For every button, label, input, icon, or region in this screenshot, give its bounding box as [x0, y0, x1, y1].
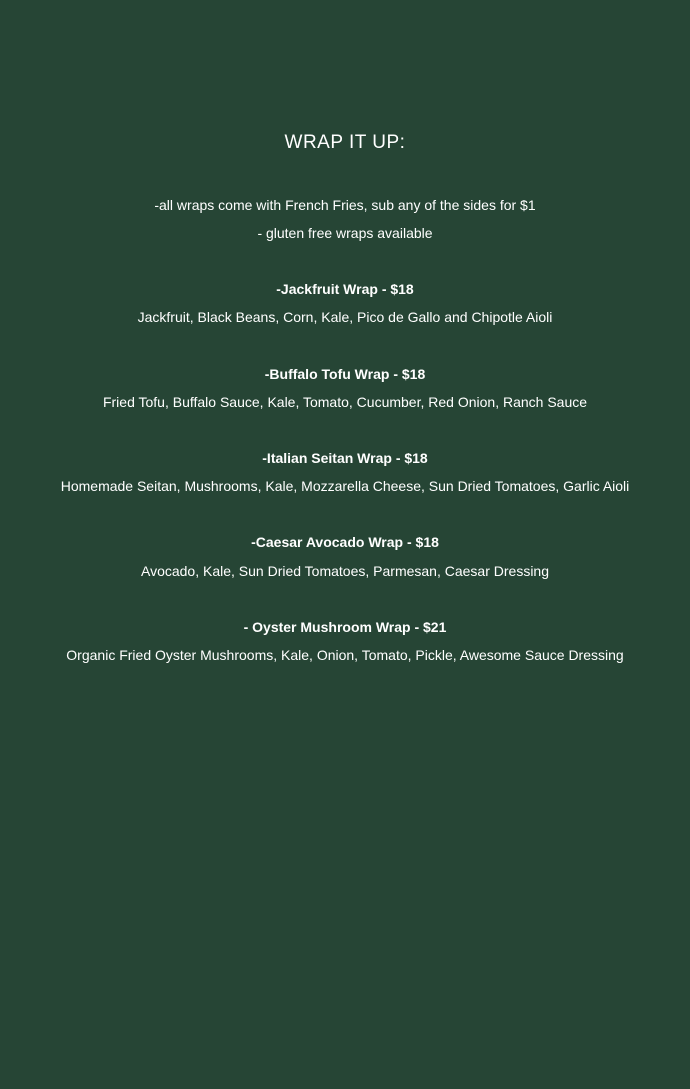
menu-item-desc-caesar-avocado: Avocado, Kale, Sun Dried Tomatoes, Parmesan, Caesar Dressing: [140, 563, 550, 579]
menu-item-desc-oyster-mushroom: Organic Fried Oyster Mushrooms, Kale, Onion, Tomato, Pickle, Awesome Sauce Dressing: [66, 647, 624, 663]
menu-note-gluten-free: - gluten free wraps available: [257, 225, 433, 241]
menu-item-name-jackfruit: -Jackfruit Wrap - $18: [276, 281, 414, 297]
menu-item-name-italian-seitan: -Italian Seitan Wrap - $18: [262, 450, 428, 466]
menu-item-desc-buffalo-tofu: Fried Tofu, Buffalo Sauce, Kale, Tomato, Cucumber, Red Onion, Ranch Sauce: [102, 394, 588, 410]
menu-item-desc-italian-seitan: Homemade Seitan, Mushrooms, Kale, Mozzarella Cheese, Sun Dried Tomatoes, Garlic Aioli: [60, 478, 630, 494]
menu-item-desc-jackfruit: Jackfruit, Black Beans, Corn, Kale, Pico de Gallo and Chipotle Aioli: [137, 309, 553, 325]
menu-item-name-caesar-avocado: -Caesar Avocado Wrap - $18: [251, 534, 439, 550]
menu-item-name-buffalo-tofu: -Buffalo Tofu Wrap - $18: [264, 366, 426, 382]
menu-item-name-oyster-mushroom: - Oyster Mushroom Wrap - $21: [243, 619, 447, 635]
menu-note-sides: -all wraps come with French Fries, sub any of the sides for $1: [154, 197, 536, 213]
menu-title: WRAP IT UP:: [284, 132, 406, 153]
